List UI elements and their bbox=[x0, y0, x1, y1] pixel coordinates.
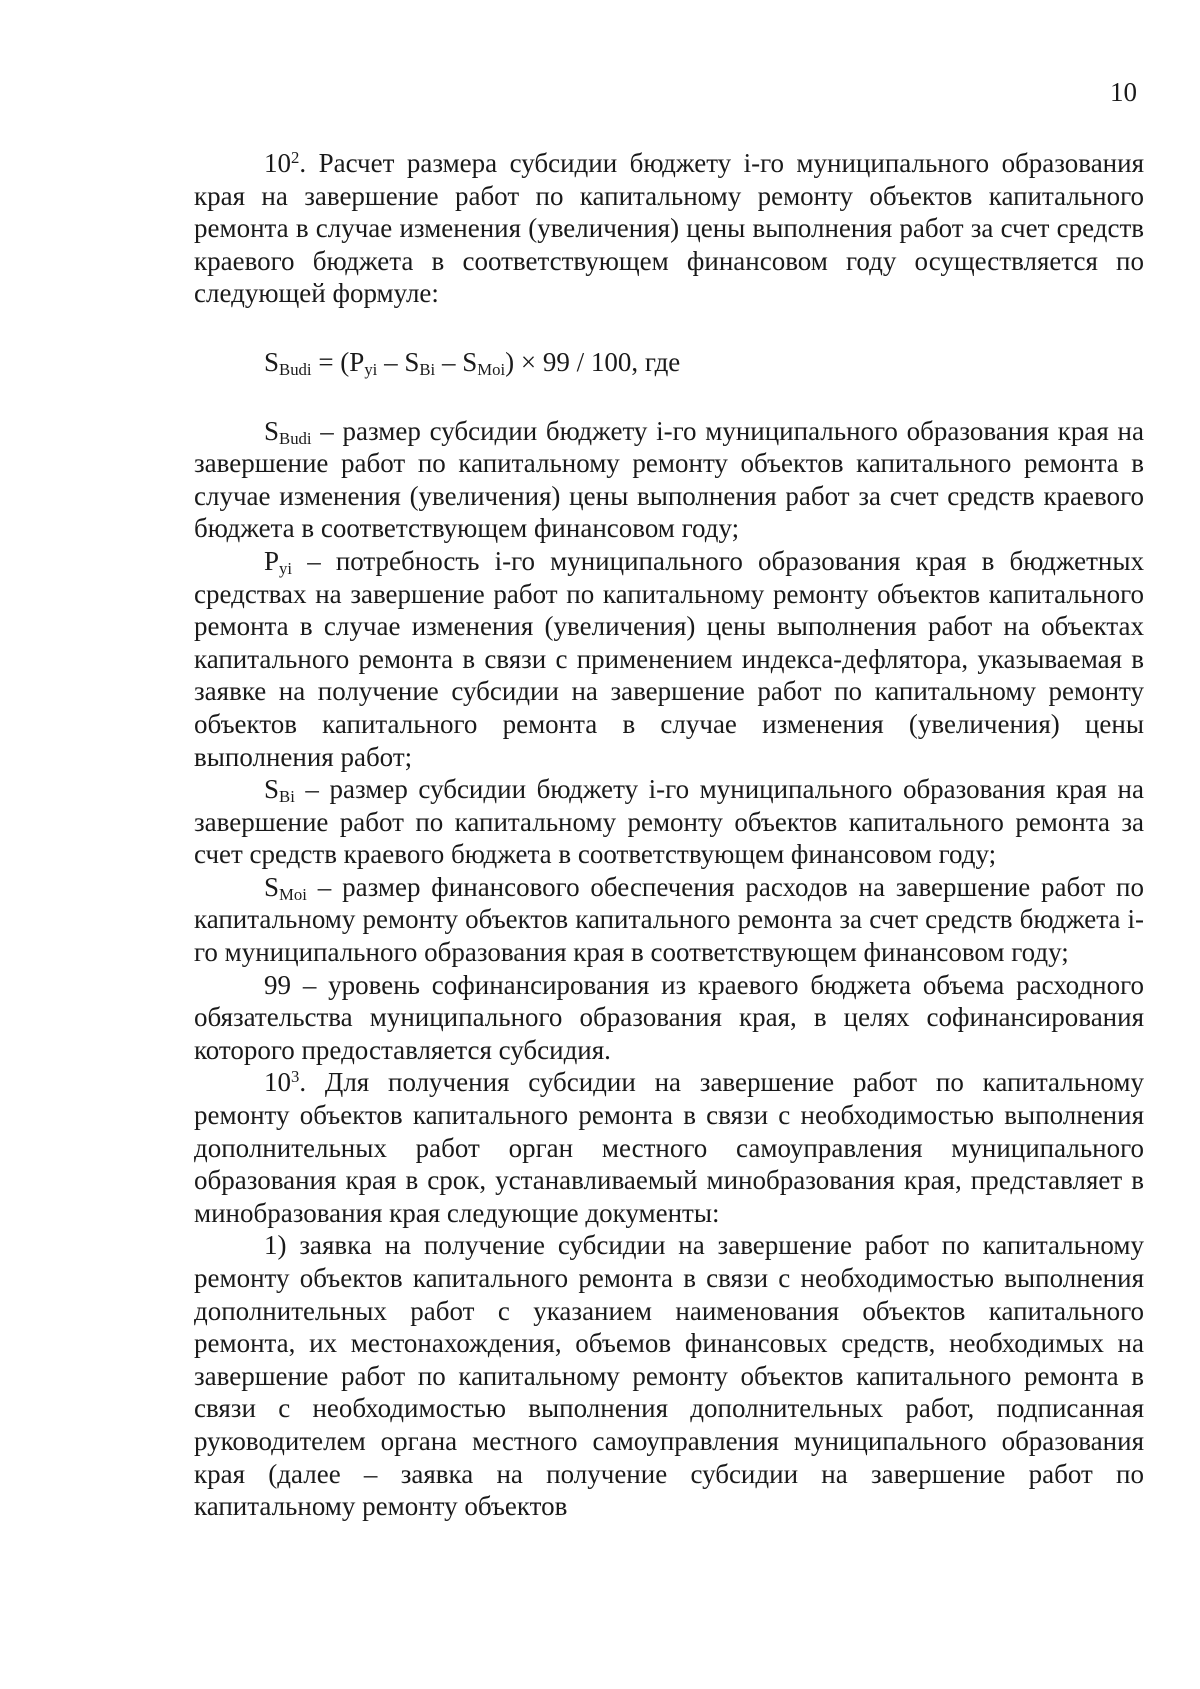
formula-part: = (P bbox=[311, 346, 365, 377]
definition-text: – размер финансового обеспечения расходов на завершение работ по капитальному ремонту объектов капитального ремонта за счет средств бюджета i-го муниципального образования края в соответствующем финансовом году; bbox=[194, 871, 1144, 968]
definition-subscript: Budi bbox=[279, 428, 312, 448]
definition-smoi bbox=[194, 871, 1144, 969]
paragraph-text: . Расчет размера субсидии бюджету i-го муниципального образования края на завершение работ по капитальному ремонту объектов капитального ремонта в случае изменения (увеличения) цены выполнения работ за счет средств краевого бюджета в соответствующем финансовом году осуществляется по следующей формуле: bbox=[194, 148, 1144, 309]
list-item-1: 1) заявка на получение субсидии на завершение работ по капитальному ремонту объектов капитального ремонта в связи с необходимостью выполнения дополнительных работ с указанием наименования объектов капитального ремонта, их местонахождения, объемов финансовых средств, необходимых на завершение работ по капитальному ремонту объектов капитального ремонта в связи с необходимостью выполнения дополнительных работ, подписанная руководителем органа местного самоуправления муниципального образования края (далее – заявка на получение субсидии на завершение работ по капитальному ремонту объектов bbox=[194, 1230, 1144, 1522]
definition-symbol: S bbox=[264, 774, 280, 805]
definition-subscript: Bi bbox=[279, 787, 295, 807]
formula-subscript: yi bbox=[364, 360, 378, 380]
definition-pyi bbox=[194, 545, 1144, 773]
formula-part: – S bbox=[377, 346, 420, 377]
definition-sbi bbox=[194, 773, 1144, 871]
definition-sbudi bbox=[194, 415, 1144, 545]
formula-symbol: S bbox=[264, 346, 280, 377]
clause-number: 10 bbox=[264, 148, 291, 178]
definition-99: 99 – уровень софинансирования из краевого бюджета объема расходного обязательства муниципального образования края, в целях софинансирования которого предоставляется субсидия. bbox=[194, 969, 1144, 1065]
formula-part: ) × 99 / 100, где bbox=[505, 346, 681, 377]
paragraph-text: . Для получения субсидии на завершение работ по капитальному ремонту объектов капитального ремонта в связи с необходимостью выполнения дополнительных работ орган местного самоуправления муниципального образования края в срок, устанавливаемый минобразования края, представляет в минобразования края следующие документы: bbox=[194, 1067, 1144, 1228]
definition-symbol: S bbox=[264, 871, 280, 902]
paragraph-10-2 bbox=[194, 147, 1144, 310]
definition-subscript: Moi bbox=[279, 885, 307, 905]
formula-subscript: Moi bbox=[477, 360, 506, 380]
definition-text: – потребность i-го муниципального образования края в бюджетных средствах на завершение работ по капитальному ремонту объектов капитального ремонта в случае изменения (увеличения) цены выполнения работ на объектах капитального ремонта в связи с применением индекса-дефлятора, указываемая в заявке на получение субсидии на завершение работ по капитальному ремонту объектов капитального ремонта в случае изменения (увеличения) цены выполнения работ; bbox=[194, 545, 1144, 772]
formula-part: – S bbox=[435, 346, 478, 377]
clause-superscript: 3 bbox=[291, 1067, 300, 1087]
page-number: 10 bbox=[1110, 77, 1137, 107]
body-text bbox=[194, 147, 1144, 1523]
paragraph-10-3 bbox=[194, 1066, 1144, 1229]
clause-number: 10 bbox=[264, 1067, 291, 1098]
formula-subscript: Budi bbox=[279, 360, 312, 380]
definition-text: – размер субсидии бюджету i-го муниципального образования края на завершение работ по капитальному ремонту объектов капитального ремонта в случае изменения (увеличения) цены выполнения работ за счет средств краевого бюджета в соответствующем финансовом году; bbox=[194, 415, 1144, 544]
formula-subscript: Bi bbox=[419, 360, 436, 380]
definition-subscript: yi bbox=[279, 559, 293, 579]
definition-text: – размер субсидии бюджету i-го муниципального образования края на завершение работ по капитальному ремонту объектов капитального ремонта за счет средств краевого бюджета в соответствующем финансовом году; bbox=[194, 774, 1144, 870]
definition-symbol: P bbox=[264, 545, 280, 576]
definition-symbol: S bbox=[264, 415, 280, 446]
clause-superscript: 2 bbox=[291, 147, 300, 167]
formula bbox=[194, 346, 1144, 379]
